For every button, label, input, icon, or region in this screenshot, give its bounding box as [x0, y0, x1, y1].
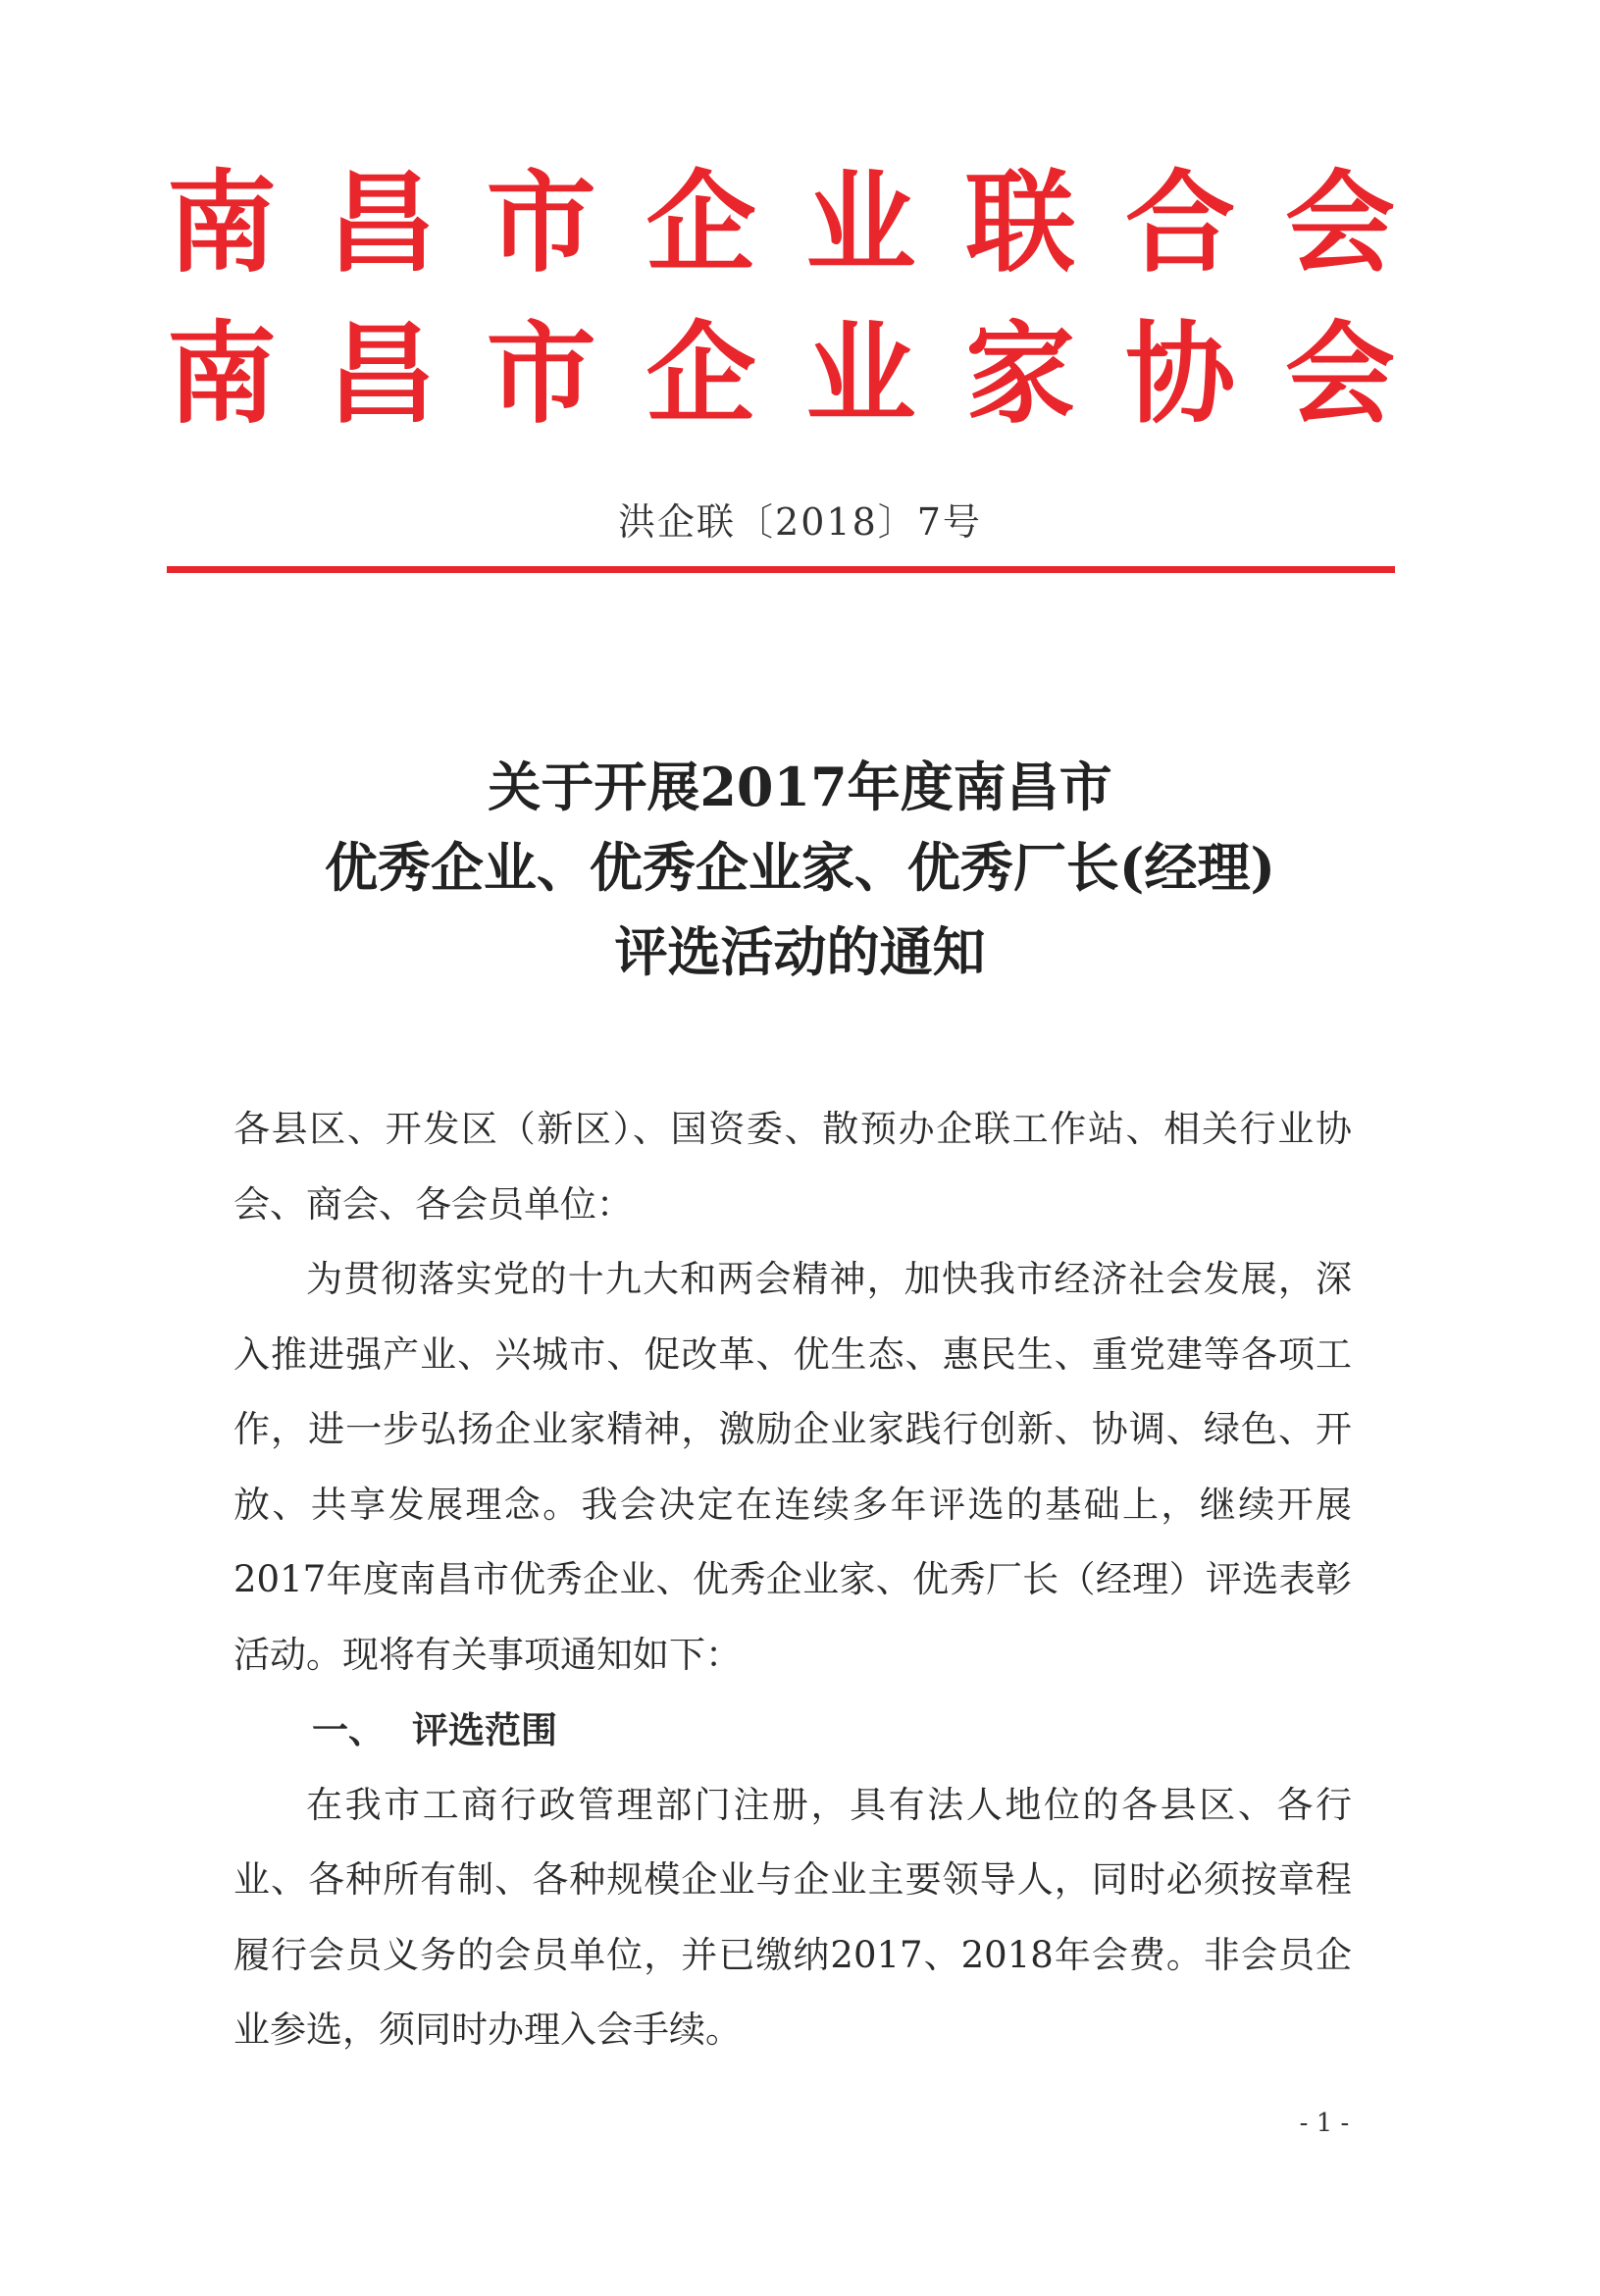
issuer-name-line-1: 南昌市企业联合会	[167, 159, 1395, 287]
addressees: 各县区、开发区（新区）、国资委、散预办企联工作站、相关行业协会、商会、各会员单位：	[233, 1108, 1352, 1226]
document-title-line-1: 关于开展2017年度南昌市	[488, 756, 1112, 818]
section-number: 一、	[312, 1708, 385, 1751]
page-number: - 1 -	[1299, 2109, 1350, 2138]
issuer-name-line-2: 南昌市企业家协会	[167, 310, 1395, 439]
intro-paragraph: 为贯彻落实党的十九大和两会精神，加快我市经济社会发展，深入推进强产业、兴城市、促改革、优生态、惠民生、重党建等各项工作，进一步弘扬企业家精神，激励企业家践行创新、协调、绿色、开放、共享发展理念。我会决定在连续多年评选的基础上，继续开展2017年度南昌市优秀企业、优秀企业家、优秀厂长（经理）评选表彰活动。现将有关事项通知如下：	[233, 1258, 1352, 1676]
document-title-line-2: 优秀企业、优秀企业家、优秀厂长(经理)	[324, 836, 1276, 899]
document-body	[233, 1092, 1352, 2068]
section-paragraph: 在我市工商行政管理部门注册，具有法人地位的各县区、各行业、各种所有制、各种规模企业与企业主要领导人，同时必须按章程履行会员义务的会员单位，并已缴纳2017、2018年会费。非会员企业参选，须同时办理入会手续。	[233, 1783, 1352, 2051]
red-header-divider	[167, 566, 1395, 573]
section-title: 评选范围	[412, 1708, 557, 1751]
document-title-line-3: 评选活动的通知	[614, 920, 986, 983]
section-heading	[233, 1693, 1352, 1768]
document-number: 洪企联〔2018〕7号	[618, 500, 982, 544]
